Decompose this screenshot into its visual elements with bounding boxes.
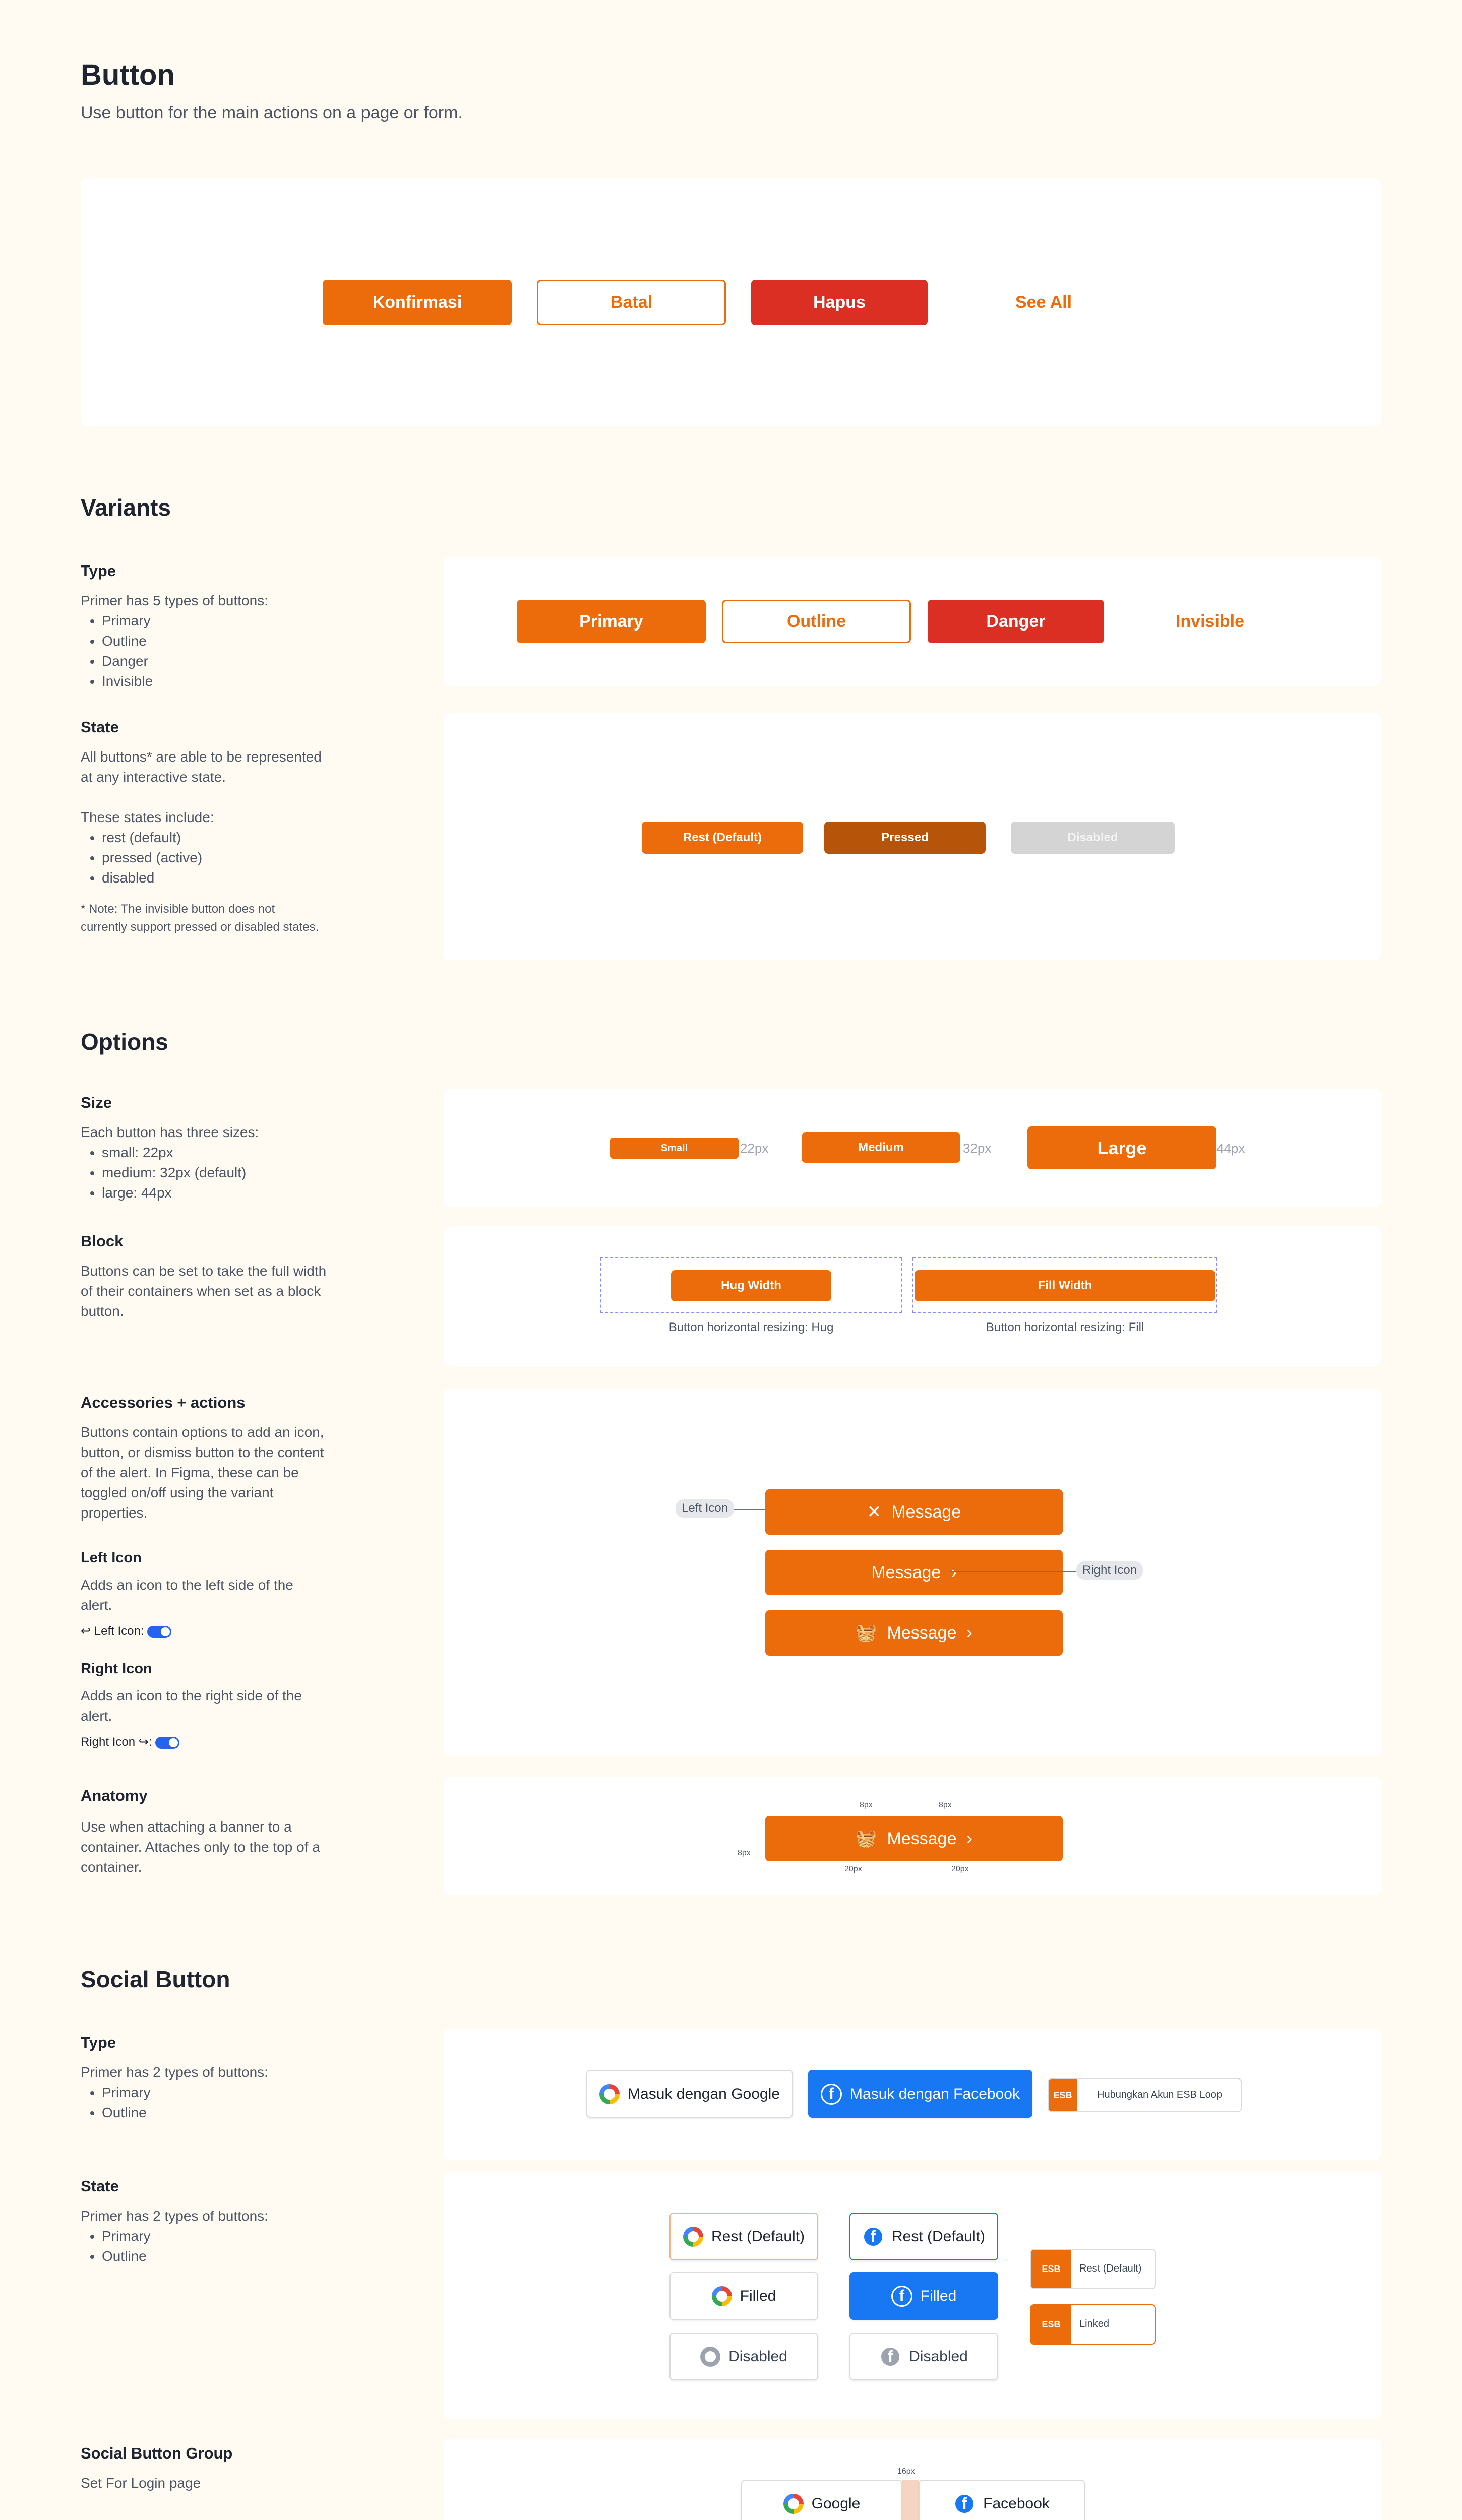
facebook-icon: f — [863, 2226, 884, 2247]
message-left-icon-button[interactable]: ✕ Message — [765, 1489, 1063, 1535]
state-heading: State — [81, 718, 119, 736]
message-right-icon-button[interactable]: Message › — [765, 1550, 1063, 1595]
list-item: • Primary — [102, 2083, 268, 2103]
anatomy-card — [444, 1777, 1381, 1895]
accessories-heading: Accessories + actions — [81, 1394, 246, 1411]
size-heading: Size — [81, 1094, 112, 1111]
facebook-login-button[interactable]: f Masuk dengan Facebook — [808, 2070, 1032, 2118]
list-item: • Invisible — [102, 671, 268, 691]
basket-icon: 🧺 — [856, 1829, 877, 1848]
list-item: • rest (default) — [102, 828, 322, 848]
gap-indicator — [902, 2480, 919, 2520]
accessories-description: Buttons contain options to add an icon, button, or dismiss button to the content of the alert. In Figma, these can be toggled on/off using the variant properties. — [81, 1424, 324, 1521]
measure-label: 20px — [951, 1865, 969, 1873]
social-state-heading: State — [81, 2177, 119, 2195]
hero-card — [81, 179, 1381, 426]
block-description: Buttons can be set to take the full width of their containers when set as a block button. — [81, 1263, 327, 1319]
left-icon-tag: Left Icon — [676, 1499, 734, 1518]
message-both-icons-button[interactable]: 🧺 Message › — [765, 1610, 1063, 1656]
danger-button[interactable]: Danger — [928, 600, 1104, 643]
page-title: Button — [81, 58, 175, 91]
right-icon-toggle[interactable] — [155, 1737, 179, 1749]
facebook-group-button[interactable]: f Facebook — [919, 2480, 1085, 2520]
social-button-heading: Social Button — [81, 1966, 230, 1992]
measure-label: 8px — [860, 1801, 873, 1809]
measure-label: 16px — [897, 2467, 915, 2476]
facebook-icon: f — [891, 2286, 912, 2307]
options-heading: Options — [81, 1029, 168, 1055]
google-login-button[interactable]: Masuk dengan Google — [586, 2070, 793, 2118]
type-description: Primer has 5 types of buttons: • Primary • Outline • Danger • Invisible — [81, 591, 268, 691]
list-item: • Danger — [102, 651, 268, 671]
measure-label: 8px — [738, 1849, 751, 1857]
accessories-card — [444, 1389, 1381, 1756]
hapus-button[interactable]: Hapus — [751, 280, 928, 325]
left-icon-toggle-row: ↩ Left Icon: — [81, 1624, 171, 1639]
facebook-icon: f — [954, 2493, 975, 2514]
google-disabled-button: Disabled — [669, 2333, 818, 2380]
social-group-card — [444, 2439, 1381, 2520]
block-heading: Block — [81, 1232, 124, 1250]
social-state-card — [444, 2172, 1381, 2419]
konfirmasi-button[interactable]: Konfirmasi — [323, 280, 512, 325]
close-icon: ✕ — [867, 1502, 882, 1522]
list-item: • disabled — [102, 868, 322, 888]
list-item: • medium: 32px (default) — [102, 1163, 259, 1183]
size-label-large: 44px — [1216, 1141, 1245, 1156]
pressed-button[interactable]: Pressed — [824, 822, 986, 854]
google-filled-button[interactable]: Filled — [669, 2272, 818, 2320]
esb-rest-button[interactable]: ESB Rest (Default) — [1030, 2249, 1156, 2289]
anatomy-message-button[interactable]: 🧺 Message › — [765, 1816, 1063, 1861]
right-icon-tag: Right Icon — [1076, 1561, 1143, 1580]
social-type-card — [444, 2029, 1381, 2160]
facebook-disabled-button: f Disabled — [849, 2333, 998, 2380]
list-item: • Outline — [102, 631, 268, 651]
large-button[interactable]: Large — [1027, 1126, 1216, 1169]
chevron-right-icon: › — [966, 1623, 972, 1643]
esb-connect-button[interactable]: ESB Hubungkan Akun ESB Loop — [1048, 2078, 1242, 2112]
small-button[interactable]: Small — [610, 1138, 739, 1159]
google-icon — [712, 2286, 732, 2306]
state-description: All buttons* are able to be represented at any interactive state. These states include: • rest (default) • pressed (active) • disabled * Note: The invisible button does not currently support pressed or disabled states. — [81, 747, 322, 936]
hug-caption: Button horizontal resizing: Hug — [668, 1320, 834, 1334]
anatomy-heading: Anatomy — [81, 1787, 148, 1804]
list-item: • small: 22px — [102, 1143, 259, 1163]
facebook-icon: f — [880, 2346, 901, 2367]
list-item: • pressed (active) — [102, 848, 322, 868]
disabled-button: Disabled — [1011, 822, 1175, 854]
list-item: • Outline — [102, 2103, 268, 2123]
facebook-rest-button[interactable]: f Rest (Default) — [849, 2213, 998, 2260]
google-icon — [599, 2084, 620, 2104]
right-icon-description: Adds an icon to the right side of the alert. — [81, 1688, 302, 1724]
google-icon — [700, 2347, 720, 2367]
facebook-filled-button[interactable]: f Filled — [849, 2272, 998, 2320]
basket-icon: 🧺 — [856, 1623, 877, 1643]
chevron-right-icon: › — [966, 1829, 972, 1848]
list-item: • Outline — [102, 2246, 268, 2266]
social-group-heading: Social Button Group — [81, 2444, 233, 2462]
social-group-description: Set For Login page — [81, 2475, 201, 2491]
social-state-description: Primer has 2 types of buttons: • Primary • Outline — [81, 2206, 268, 2266]
esb-logo-icon: ESB — [1049, 2079, 1077, 2111]
batal-button[interactable]: Batal — [537, 280, 726, 325]
measure-label: 20px — [844, 1865, 862, 1873]
anatomy-description: Use when attaching a banner to a container. Attaches only to the top of a container. — [81, 1819, 320, 1875]
size-label-medium: 32px — [963, 1141, 992, 1156]
google-group-button[interactable]: Google — [741, 2480, 902, 2520]
rest-default-button[interactable]: Rest (Default) — [642, 822, 803, 854]
google-icon — [783, 2494, 804, 2514]
medium-button[interactable]: Medium — [802, 1132, 960, 1163]
list-item: • large: 44px — [102, 1183, 259, 1203]
variants-heading: Variants — [81, 494, 171, 521]
primary-button[interactable]: Primary — [517, 600, 706, 643]
right-icon-pointer — [950, 1571, 1076, 1572]
left-icon-toggle[interactable] — [147, 1626, 171, 1638]
state-card — [444, 713, 1381, 960]
type-heading: Type — [81, 562, 116, 580]
google-rest-button[interactable]: Rest (Default) — [669, 2213, 818, 2260]
size-description: Each button has three sizes: • small: 22px • medium: 32px (default) • large: 44px — [81, 1122, 259, 1203]
esb-linked-button[interactable]: ESB Linked — [1030, 2304, 1156, 2345]
fill-width-button[interactable]: Fill Width — [915, 1270, 1215, 1301]
chevron-right-icon: › — [951, 1562, 957, 1582]
block-card — [444, 1227, 1381, 1366]
esb-logo-icon: ESB — [1031, 2305, 1071, 2344]
social-type-heading: Type — [81, 2034, 116, 2051]
esb-logo-icon: ESB — [1031, 2250, 1071, 2288]
size-card — [444, 1089, 1381, 1207]
outline-button[interactable]: Outline — [722, 600, 911, 643]
size-label-small: 22px — [740, 1141, 769, 1156]
left-icon-heading: Left Icon — [81, 1550, 142, 1566]
facebook-icon: f — [821, 2084, 842, 2105]
right-icon-toggle-row: Right Icon ↪: — [81, 1735, 179, 1749]
right-icon-heading: Right Icon — [81, 1661, 152, 1677]
left-icon-description: Adds an icon to the left side of the alert. — [81, 1577, 293, 1613]
list-item: • Primary — [102, 611, 268, 631]
see-all-button[interactable]: See All — [1015, 292, 1072, 312]
type-card — [444, 557, 1381, 685]
list-item: • Primary — [102, 2226, 268, 2246]
page-subtitle: Use button for the main actions on a page or form. — [81, 103, 463, 122]
google-icon — [683, 2227, 703, 2247]
invisible-button[interactable]: Invisible — [1175, 611, 1245, 631]
social-type-description: Primer has 2 types of buttons: • Primary • Outline — [81, 2062, 268, 2123]
fill-caption: Button horizontal resizing: Fill — [986, 1320, 1144, 1334]
hug-width-button[interactable]: Hug Width — [671, 1270, 831, 1301]
measure-label: 8px — [939, 1801, 952, 1809]
